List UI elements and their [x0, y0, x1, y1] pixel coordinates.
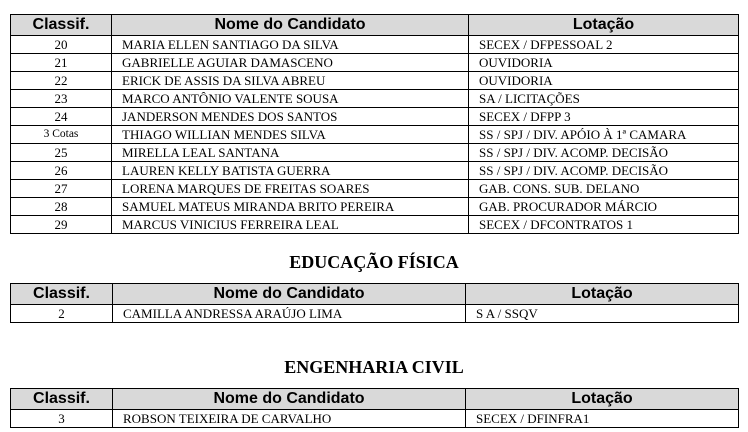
cell-lotacao: OUVIDORIA — [469, 54, 739, 72]
section-title-engenharia-civil: ENGENHARIA CIVIL — [284, 357, 464, 377]
cell-lotacao: SS / SPJ / DIV. ACOMP. DECISÃO — [469, 162, 739, 180]
header-lotacao: Lotação — [469, 15, 739, 36]
cell-nome: SAMUEL MATEUS MIRANDA BRITO PEREIRA — [112, 198, 469, 216]
cell-nome: LORENA MARQUES DE FREITAS SOARES — [112, 180, 469, 198]
cell-nome: ERICK DE ASSIS DA SILVA ABREU — [112, 72, 469, 90]
candidates-table-main — [10, 14, 739, 234]
header-nome: Nome do Candidato — [112, 15, 469, 36]
cell-lotacao: SS / SPJ / DIV. APÓIO À 1ª CAMARA — [469, 126, 739, 144]
cell-lotacao: SECEX / DFCONTRATOS 1 — [469, 216, 739, 234]
table-row — [11, 90, 739, 108]
header-nome: Nome do Candidato — [113, 284, 466, 305]
cell-lotacao: S A / SSQV — [466, 305, 739, 323]
table-header-row — [11, 15, 739, 36]
candidates-table-educacao-fisica — [10, 283, 739, 323]
header-lotacao: Lotação — [466, 284, 739, 305]
cell-classif: 3 Cotas — [11, 126, 112, 144]
table-row — [11, 72, 739, 90]
table-row — [11, 36, 739, 54]
cell-classif: 27 — [11, 180, 112, 198]
cell-nome: ROBSON TEIXEIRA DE CARVALHO — [113, 410, 466, 428]
cell-classif: 2 — [11, 305, 113, 323]
table-row — [11, 144, 739, 162]
cell-nome: MARIA ELLEN SANTIAGO DA SILVA — [112, 36, 469, 54]
header-classif: Classif. — [11, 389, 113, 410]
table-header-row — [11, 284, 739, 305]
header-lotacao: Lotação — [466, 389, 739, 410]
cell-nome: LAUREN KELLY BATISTA GUERRA — [112, 162, 469, 180]
table-row — [11, 126, 739, 144]
table-row — [11, 54, 739, 72]
cell-classif: 24 — [11, 108, 112, 126]
table-row — [11, 108, 739, 126]
cell-lotacao: GAB. CONS. SUB. DELANO — [469, 180, 739, 198]
table-row — [11, 162, 739, 180]
table-row — [11, 305, 739, 323]
header-classif: Classif. — [11, 284, 113, 305]
cell-classif: 26 — [11, 162, 112, 180]
cell-classif: 20 — [11, 36, 112, 54]
cell-classif: 29 — [11, 216, 112, 234]
cell-lotacao: SA / LICITAÇÕES — [469, 90, 739, 108]
cell-classif: 28 — [11, 198, 112, 216]
header-nome: Nome do Candidato — [113, 389, 466, 410]
table-header-row — [11, 389, 739, 410]
cell-classif: 3 — [11, 410, 113, 428]
cell-lotacao: SECEX / DFINFRA1 — [466, 410, 739, 428]
cell-lotacao: SECEX / DFPESSOAL 2 — [469, 36, 739, 54]
cell-lotacao: SS / SPJ / DIV. ACOMP. DECISÃO — [469, 144, 739, 162]
cell-nome: THIAGO WILLIAN MENDES SILVA — [112, 126, 469, 144]
table-row — [11, 198, 739, 216]
cell-lotacao: OUVIDORIA — [469, 72, 739, 90]
candidates-table-engenharia-civil — [10, 388, 739, 428]
cell-nome: MARCUS VINICIUS FERREIRA LEAL — [112, 216, 469, 234]
cell-lotacao: SECEX / DFPP 3 — [469, 108, 739, 126]
section-title-educacao-fisica: EDUCAÇÃO FÍSICA — [289, 252, 459, 272]
cell-classif: 21 — [11, 54, 112, 72]
cell-classif: 25 — [11, 144, 112, 162]
cell-nome: GABRIELLE AGUIAR DAMASCENO — [112, 54, 469, 72]
table-row — [11, 216, 739, 234]
cell-nome: CAMILLA ANDRESSA ARAÚJO LIMA — [113, 305, 466, 323]
cell-lotacao: GAB. PROCURADOR MÁRCIO — [469, 198, 739, 216]
cell-nome: MIRELLA LEAL SANTANA — [112, 144, 469, 162]
header-classif: Classif. — [11, 15, 112, 36]
cell-nome: JANDERSON MENDES DOS SANTOS — [112, 108, 469, 126]
table-row — [11, 410, 739, 428]
table-row — [11, 180, 739, 198]
cell-classif: 23 — [11, 90, 112, 108]
cell-nome: MARCO ANTÔNIO VALENTE SOUSA — [112, 90, 469, 108]
cell-classif: 22 — [11, 72, 112, 90]
